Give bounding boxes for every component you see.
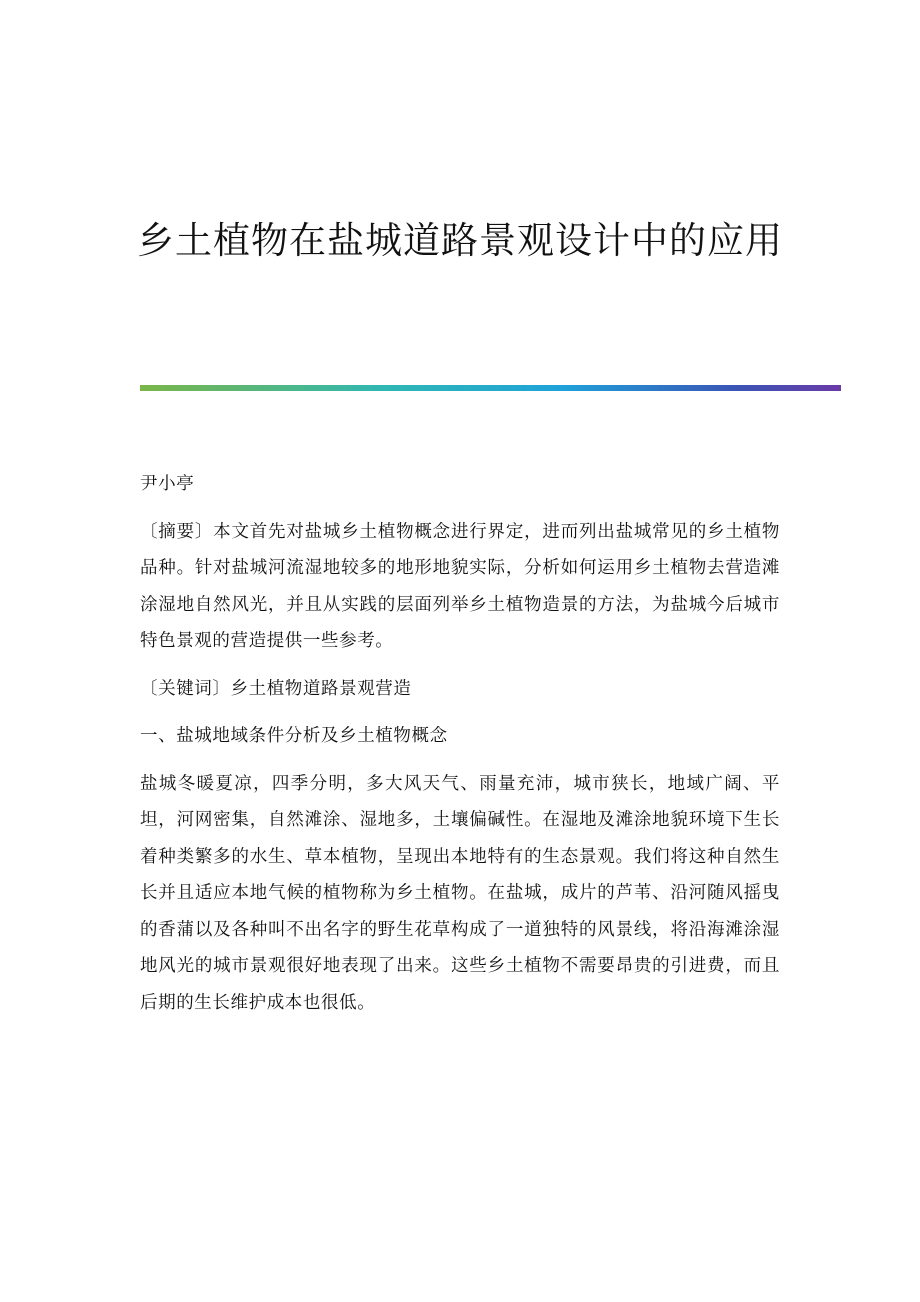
document-title: 乡土植物在盐城道路景观设计中的应用 <box>137 219 783 262</box>
author-name: 尹小亭 <box>140 474 195 494</box>
document-body <box>140 466 780 1032</box>
title-divider-gradient <box>140 385 841 391</box>
section-heading: 一、盐城地域条件分析及乡土植物概念 <box>140 726 448 746</box>
body-paragraph: 盐城冬暖夏凉，四季分明，多大风天气、雨量充沛，城市狭长，地域广阔、平坦，河网密集，自然滩涂、湿地多，土壤偏碱性。在湿地及滩涂地貌环境下生长着种类繁多的水生、草本植物，呈现出本地特有的生态景观。我们将这种自然生长并且适应本地气候的植物称为乡土植物。在盐城，成片的芦苇、沿河随风摇曳的香蒲以及各种叫不出名字的野生花草构成了一道独特的风景线，将沿海滩涂湿地风光的城市景观很好地表现了出来。这些乡土植物不需要昂贵的引进费，而且后期的生长维护成本也很低。 <box>140 773 780 1013</box>
abstract-paragraph: 〔摘要〕本文首先对盐城乡土植物概念进行界定，进而列出盐城常见的乡土植物品种。针对盐城河流湿地较多的地形地貌实际，分析如何运用乡土植物去营造滩涂湿地自然风光，并且从实践的层面列举乡土植物造景的方法，为盐城今后城市特色景观的营造提供一些参考。 <box>140 521 780 651</box>
keywords-line: 〔关键词〕乡土植物道路景观营造 <box>140 678 412 699</box>
